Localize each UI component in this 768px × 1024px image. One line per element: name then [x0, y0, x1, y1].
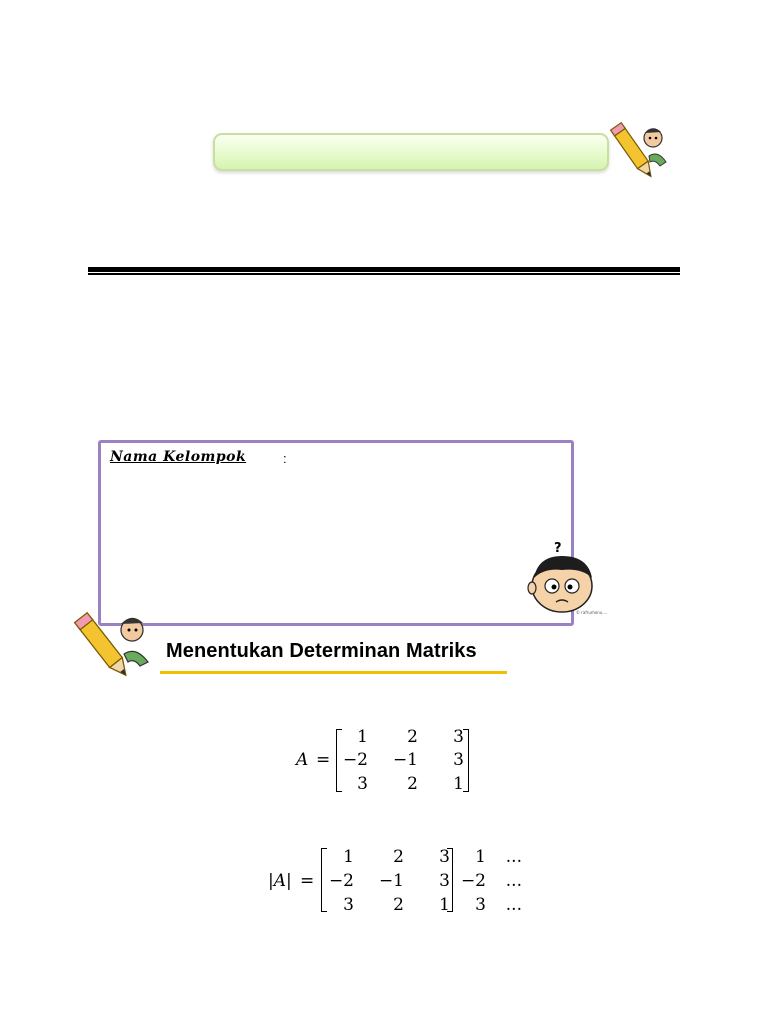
determinant-name: |A|: [268, 871, 292, 891]
matrix-cell: −2: [328, 871, 354, 891]
pencil-mascot-icon: [74, 602, 154, 686]
title-banner: [213, 133, 609, 171]
matrix-cell: 3: [343, 895, 354, 915]
svg-text:?: ?: [554, 541, 562, 556]
matrix-a-name: A: [296, 750, 309, 770]
svg-text:© rafrumonu....: © rafrumonu....: [576, 610, 608, 615]
matrix-cell: 3: [475, 895, 486, 915]
matrix-cell: 3: [453, 750, 464, 770]
group-name-colon: :: [283, 451, 287, 466]
matrix-a-equals: =: [316, 750, 331, 770]
matrix-cell: 2: [407, 727, 418, 747]
matrix-cell: ...: [505, 871, 522, 891]
matrix-cell: 3: [439, 847, 450, 867]
header-rule-secondary: [88, 273, 680, 275]
matrix-cell: 2: [393, 847, 404, 867]
matrix-cell: 3: [453, 727, 464, 747]
section-title-underline: [160, 671, 507, 674]
determinant-equals: =: [300, 871, 315, 891]
matrix-cell: ...: [505, 895, 522, 915]
matrix-cell: 1: [343, 847, 354, 867]
matrix-cell: 3: [357, 774, 368, 794]
matrix-a-row: [340, 750, 464, 770]
matrix-cell: −1: [378, 871, 404, 891]
matrix-cell: 2: [393, 895, 404, 915]
matrix-cell: −1: [392, 750, 418, 770]
matrix-cell: 1: [475, 847, 486, 867]
matrix-cell: 1: [453, 774, 464, 794]
determinant-row: [326, 871, 522, 891]
pencil-character-icon: [606, 114, 672, 184]
matrix-cell: 2: [407, 774, 418, 794]
determinant-row: [326, 847, 522, 867]
matrix-cell: −2: [342, 750, 368, 770]
determinant-row: [326, 895, 522, 915]
thinking-boy-icon: [518, 538, 614, 618]
matrix-a-row: [340, 774, 464, 794]
matrix-a-row: [340, 727, 464, 747]
matrix-cell: 1: [357, 727, 368, 747]
matrix-cell: ...: [505, 847, 522, 867]
section-title: Menentukan Determinan Matriks: [166, 640, 477, 662]
matrix-cell: 1: [439, 895, 450, 915]
matrix-cell: 3: [439, 871, 450, 891]
matrix-cell: −2: [460, 871, 486, 891]
header-rule: [88, 267, 680, 272]
group-name-box: [98, 440, 574, 626]
group-name-label: Nama Kelompok: [110, 449, 247, 465]
